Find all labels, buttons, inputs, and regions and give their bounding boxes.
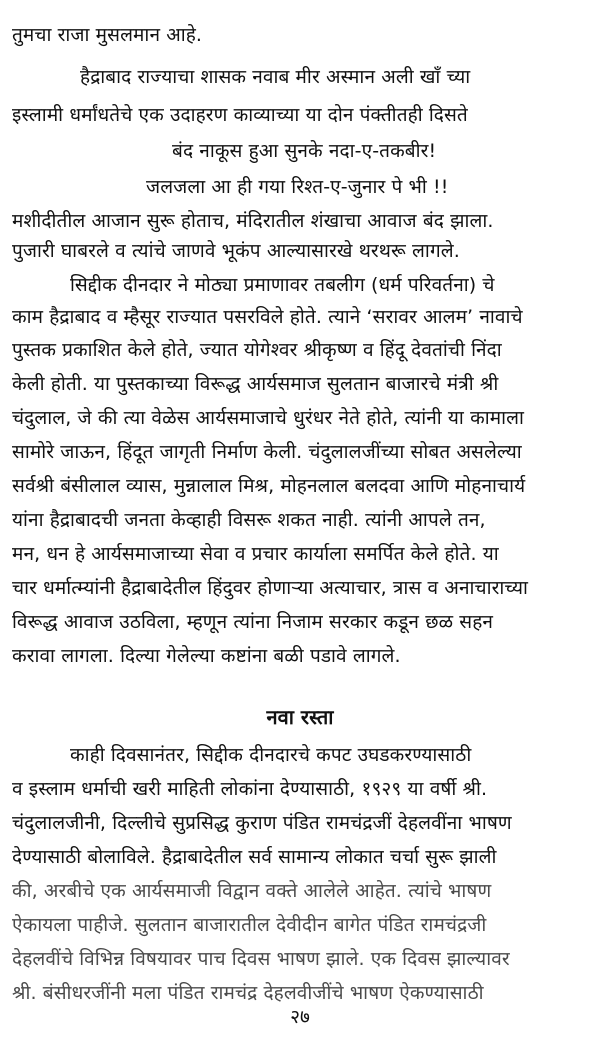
text-line-9: केली होती. या पुस्तकाच्या विरूद्ध आर्यसमाज सुलतान बाजारचे मंत्री श्री — [12, 373, 499, 395]
text-line-16: विरूद्ध आवाज उठविला, म्हणून त्यांना निजाम सरकार कडून छळ सहन — [12, 611, 494, 633]
text-line-2: हैद्राबाद राज्याचा शासक नवाब मीर अस्मान अली खाँ च्या — [80, 66, 471, 88]
text-line-20: चंदुलालजीनी, दिल्लीचे सुप्रसिद्ध कुराण पंडित रामचंद्रजीं देहलवींना भाषण — [12, 812, 512, 834]
text-line-25: श्री. बंसीधरजींनी मला पंडित रामचंद्र देहलवीजींचे भाषण ऐकण्यासाठी — [12, 982, 484, 1004]
text-line-13: यांना हैद्राबादची जनता केव्हाही विसरू शकत नाही. त्यांनी आपले तन, — [12, 509, 486, 531]
text-line-14: मन, धन हे आर्यसमाजाच्या सेवा व प्रचार कार्याला समर्पित केले होते. या — [12, 543, 499, 565]
text-line-4: मशीदीतील आजान सुरू होताच, मंदिरातील शंखाचा आवाज बंद झाला. — [12, 210, 494, 232]
text-line-6: सिद्दीक दीनदार ने मोठ्या प्रमाणावर तबलीग (धर्म परिवर्तना) चे — [70, 274, 495, 296]
text-line-8: पुस्तक प्रकाशित केले होते, ज्यात योगेश्वर श्रीकृष्ण व हिंदू देवतांची निंदा — [12, 339, 502, 361]
text-line-12: सर्वश्री बंसीलाल व्यास, मुन्नालाल मिश्र, मोहनलाल बलदवा आणि मोहनाचार्य — [12, 475, 526, 497]
text-line-15: चार धर्मात्म्यांनी हैद्राबादेतील हिंदुवर होणाऱ्या अत्याचार, त्रास व अनाचाराच्या — [12, 577, 529, 599]
text-line-18: काही दिवसानंतर, सिद्दीक दीनदारचे कपट उघडकरण्यासाठी — [70, 744, 472, 766]
text-line-21: देण्यासाठी बोलाविले. हैद्राबादेतील सर्व सामान्य लोकात चर्चा सुरू झाली — [12, 846, 497, 868]
text-line-1: तुमचा राजा मुसलमान आहे. — [12, 24, 203, 46]
verse-line-1: बंद नाकूस हुआ सुनके नदा-ए-तकबीर! — [172, 140, 437, 162]
text-line-23: ऐकायला पाहीजे. सुलतान बाजारातील देवीदीन बागेत पंडित रामचंद्रजी — [12, 914, 487, 936]
text-line-7: काम हैद्राबाद व म्हैसूर राज्यात पसरविले होते. त्याने ‘सरावर आलम’ नावाचे — [12, 306, 523, 328]
text-line-19: व इस्लाम धर्माची खरी माहिती लोकांना देण्यासाठी, १९२९ या वर्षी श्री. — [12, 778, 488, 800]
text-line-11: सामोरे जाऊन, हिंदूत जागृती निर्माण केली. चंदुलालजींच्या सोबत असलेल्या — [12, 441, 522, 463]
text-line-24: देहलवींचे विभिन्न विषयावर पाच दिवस भाषण झाले. एक दिवस झाल्यावर — [12, 948, 510, 970]
page-number: २७ — [290, 1006, 310, 1028]
text-line-17: करावा लागला. दिल्या गेलेल्या कष्टांना बळी पडावे लागले. — [12, 645, 401, 667]
section-heading: नवा रस्ता — [266, 705, 334, 729]
text-line-10: चंदुलाल, जे की त्या वेळेस आर्यसमाजाचे धुरंधर नेते होते, त्यांनी या कामाला — [12, 407, 524, 429]
text-line-5: पुजारी घाबरले व त्यांचे जाणवे भूकंप आल्यासारखे थरथरू लागले. — [12, 240, 460, 262]
text-line-3: इस्लामी धर्मांधतेचे एक उदाहरण काव्याच्या या दोन पंक्तीतही दिसते — [12, 104, 468, 126]
verse-line-2: जलजला आ ही गया रिश्त-ए-जुनार पे भी !! — [146, 176, 449, 198]
text-line-22: की, अरबीचे एक आर्यसमाजी विद्वान वक्ते आलेले आहेत. त्यांचे भाषण — [12, 880, 492, 902]
